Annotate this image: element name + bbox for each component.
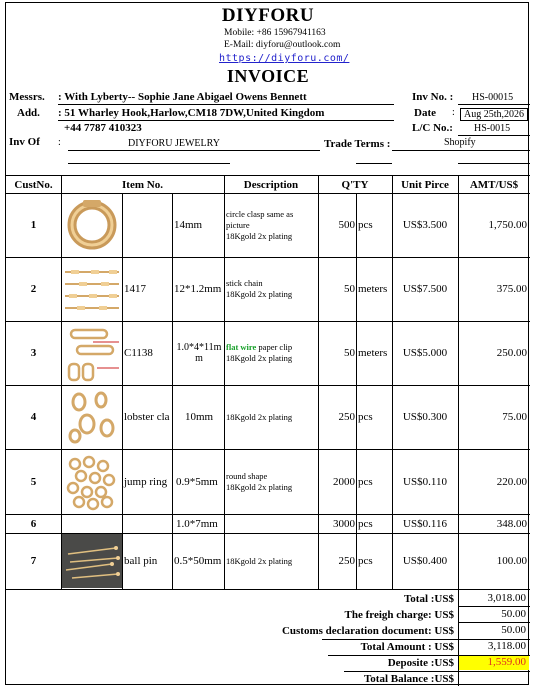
address-value: : 51 Wharley Hook,Harlow,CM18 7DW,United Kingdom (58, 107, 325, 119)
row-4-item-no: lobster cla (124, 411, 170, 423)
row-2-qty: 50 (344, 283, 355, 295)
row-4-amount: 75.00 (502, 411, 527, 423)
row-2-no: 2 (30, 283, 37, 295)
freight-value: 50.00 (501, 608, 526, 620)
col-divider-1b (122, 193, 123, 589)
row-6-amount: 348.00 (496, 517, 527, 530)
row-4-no: 4 (30, 411, 37, 423)
row-2-price: US$7.500 (402, 283, 448, 295)
total-amount-value: 3,118.00 (487, 640, 526, 652)
row-5-no: 5 (30, 475, 37, 488)
row-3-qty: 50 (344, 347, 355, 359)
company-email: E-Mail: diyforu@outlook.com (224, 40, 341, 50)
row-3-no: 3 (30, 347, 37, 359)
row-2-product-image (63, 260, 121, 318)
lc-no-value: HS-0015 (474, 123, 511, 134)
row-2-item-no: 1417 (124, 283, 146, 295)
customs-value: 50.00 (501, 624, 526, 636)
invoice-title: INVOICE (226, 66, 310, 86)
row-7-product-image (62, 534, 122, 588)
row-1-amount: 1,750.00 (488, 219, 527, 231)
inv-no-label: Inv No. : (412, 91, 454, 103)
col-divider-3b (356, 193, 357, 589)
address-underline (58, 120, 394, 121)
row-5-size: 0.9*5mm (176, 475, 218, 488)
inv-of-colon: : (58, 137, 61, 148)
row-3-product-image (63, 324, 121, 382)
row-5-qty: 2000 (333, 475, 355, 488)
total-amount-label: Total Amount : US$ (360, 641, 454, 653)
row-2-size: 12*1.2mm (174, 283, 222, 295)
row-3-description (226, 321, 318, 385)
row-3-unit: meters (358, 347, 388, 359)
row-1-size: 14mm (174, 219, 203, 231)
row-7-unit: pcs (358, 555, 373, 567)
row-7-size: 0.5*50mm (174, 555, 222, 567)
col-divider-1c (172, 193, 173, 589)
address-label: Add. (17, 107, 40, 119)
col-divider-1 (61, 175, 62, 589)
messrs-value: : With Lyberty-- Sophie Jane Abigael Owens Bennett (58, 91, 307, 103)
row-2-unit: meters (358, 283, 388, 295)
row-3-desc-line-2: 18Kgold 2x plating (226, 353, 293, 363)
row-5-amount: 220.00 (496, 475, 527, 488)
date-label: Date (414, 107, 436, 119)
summary-border-2 (458, 622, 530, 623)
row-7-qty: 250 (338, 555, 355, 567)
row-5-unit: pcs (358, 475, 373, 488)
row-1-desc-line-1: circle clasp same as (226, 208, 294, 219)
row-2-amount: 375.00 (496, 283, 527, 295)
row-4-unit: pcs (358, 411, 373, 423)
lc-no-underline (458, 135, 530, 136)
row-5-item-no: jump ring (124, 475, 168, 488)
company-website-link[interactable]: https://diyforu.com/ (219, 53, 350, 64)
inv-no-underline (458, 104, 530, 105)
inv-of-underline (68, 150, 320, 151)
total-value: 3,018.00 (487, 592, 526, 604)
row-1-product-image (63, 196, 121, 254)
row-4-price: US$0.300 (402, 411, 448, 423)
summary-border-1 (458, 606, 530, 607)
summary-border-5 (344, 671, 530, 672)
total-label: Total :US$ (403, 593, 454, 605)
header-item-no: Item No. (122, 179, 163, 191)
trade-terms-underline (392, 150, 530, 151)
row-6-no: 6 (30, 517, 37, 530)
header-description: Description (243, 179, 299, 191)
row-2-desc-line-1: stick chain (226, 278, 263, 288)
row-3-size: 1.0*4*11mm (176, 342, 222, 364)
row-4-product-image (63, 388, 121, 446)
header-custno: CustNo. (14, 179, 53, 191)
row-1-desc-line-2: picture (226, 219, 250, 230)
header-unit-price: Unit Pirce (401, 179, 449, 191)
row-3-desc-text: paper clip (258, 342, 293, 352)
row-6-qty: 3000 (333, 517, 355, 530)
trade-terms-underline-3 (458, 163, 530, 164)
messrs-label: Messrs. (9, 91, 45, 103)
company-mobile: Mobile: +86 15967941163 (224, 28, 326, 38)
date-colon: : (452, 107, 455, 118)
company-name: DIYFORU (221, 5, 315, 26)
row-5-description (226, 449, 318, 514)
row-6-size: 1.0*7mm (176, 517, 218, 530)
row-1-unit: pcs (358, 219, 373, 231)
header-qty: Q'TY (341, 179, 369, 191)
balance-label: Total Balance :US$ (363, 673, 454, 685)
row-1-desc-line-3: 18Kgold 2x plating (226, 230, 293, 241)
customs-label: Customs declaration document: US$ (281, 625, 454, 637)
row-1-no: 1 (30, 219, 37, 231)
row-4-size: 10mm (184, 411, 214, 423)
row-3-amount: 250.00 (496, 347, 527, 359)
row-3-price: US$5.000 (402, 347, 448, 359)
row-6-unit: pcs (358, 517, 373, 530)
invoice-sheet (5, 2, 529, 685)
row-7-no: 7 (30, 555, 37, 567)
row-3-item-no: C1138 (124, 347, 153, 359)
phone-value: +44 7787 410323 (64, 122, 142, 134)
row-4-qty: 250 (338, 411, 355, 423)
row-7-description (226, 533, 318, 589)
row-3-desc-line-1 (226, 342, 318, 353)
table-bottom-border (6, 589, 530, 590)
row-2-description (226, 257, 318, 321)
row-4-description (226, 385, 318, 449)
row-4-desc-line-1: 18Kgold 2x plating (226, 411, 293, 422)
table-top-border (6, 175, 530, 176)
row-2-desc-line-2: 18Kgold 2x plating (226, 289, 293, 299)
inv-no-value: HS-00015 (472, 92, 514, 103)
row-5-price: US$0.110 (403, 475, 447, 488)
row-5-desc-line-1: round shape (226, 470, 268, 481)
inv-of-value: DIYFORU JEWELRY (128, 138, 220, 149)
row-1-qty: 500 (338, 219, 355, 231)
row-7-price: US$0.400 (402, 555, 448, 567)
trade-terms-underline-2 (356, 163, 392, 164)
col-divider-2 (224, 175, 225, 589)
row-3-desc-highlight: flat wire (226, 342, 257, 352)
trade-terms-value: Shopify (444, 137, 476, 148)
row-6-price: US$0.116 (403, 517, 447, 530)
freight-label: The freigh charge: US$ (344, 609, 454, 621)
deposit-value: 1,559.00 (459, 656, 529, 670)
row-5-desc-line-2: 18Kgold 2x plating (226, 481, 293, 492)
header-amount: AMT/US$ (469, 179, 519, 191)
date-value: Aug 25th,2026 (460, 108, 528, 121)
row-7-item-no: ball pin (124, 555, 158, 567)
inv-of-label: Inv Of (9, 136, 40, 148)
deposit-label: Deposite :US$ (387, 657, 454, 669)
row-1-description (226, 193, 318, 257)
row-7-desc-line-1: 18Kgold 2x plating (226, 555, 293, 566)
trade-terms-label: Trade Terms : (324, 138, 391, 150)
row-5-product-image (63, 452, 121, 511)
row-1-price: US$3.500 (402, 219, 448, 231)
row-7-amount: 100.00 (496, 555, 527, 567)
lc-no-label: L/C No.: (412, 122, 453, 134)
messrs-underline (58, 104, 394, 105)
inv-of-underline-2 (68, 163, 230, 164)
